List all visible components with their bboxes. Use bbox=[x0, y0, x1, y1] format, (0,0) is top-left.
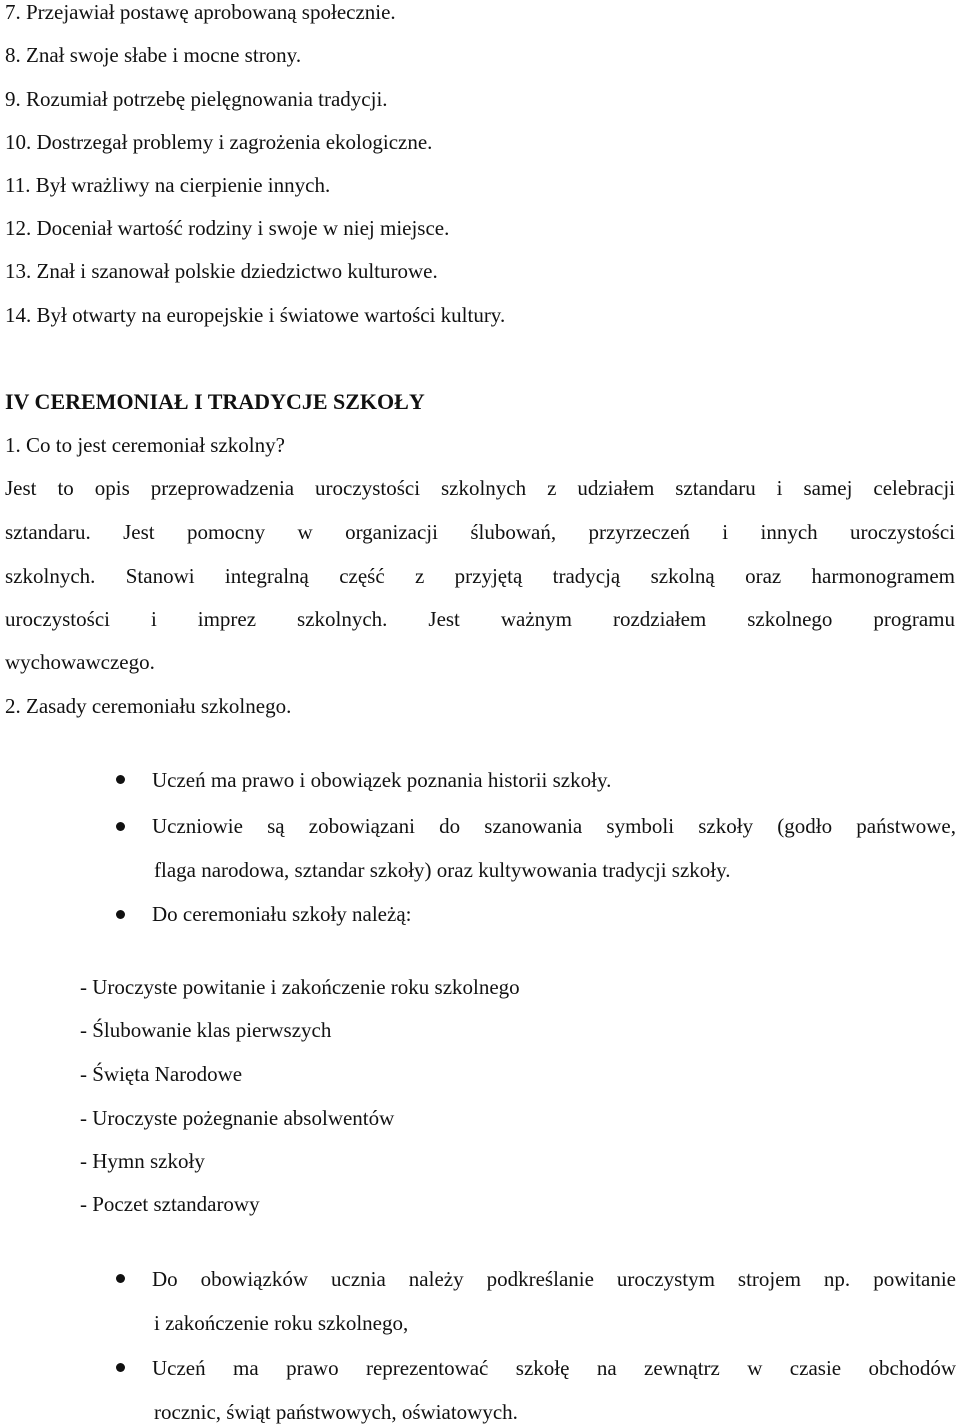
bullet-text-continuation: flaga narodowa, sztandar szkoły) oraz kultywowania tradycji szkoły. bbox=[154, 858, 731, 882]
bullet-text: Uczniowie są zobowiązani do szanowania symboli szkoły (godło państwowe, bbox=[152, 814, 956, 838]
ceremony-item: - Poczet sztandarowy bbox=[80, 1192, 260, 1216]
bullet-text-continuation: i zakończenie roku szkolnego, bbox=[154, 1311, 409, 1335]
bullet-icon bbox=[116, 1363, 125, 1372]
bullet-text: Uczeń ma prawo reprezentować szkołę na zewnątrz w czasie obchodów bbox=[152, 1356, 956, 1380]
bullet-text: Do ceremoniału szkoły należą: bbox=[152, 902, 412, 926]
bullet-text-continuation: rocznic, świąt państwowych, oświatowych. bbox=[154, 1400, 518, 1424]
list-item: 9. Rozumiał potrzebę pielęgnowania tradycji. bbox=[5, 87, 388, 111]
bullet-icon bbox=[116, 910, 125, 919]
paragraph-line: sztandaru. Jest pomocny w organizacji ślubowań, przyrzeczeń i innych uroczystości bbox=[5, 520, 955, 544]
list-item: 10. Dostrzegał problemy i zagrożenia ekologiczne. bbox=[5, 130, 433, 154]
ceremony-item: - Uroczyste powitanie i zakończenie roku szkolnego bbox=[80, 975, 520, 999]
section-heading: IV CEREMONIAŁ I TRADYCJE SZKOŁY bbox=[5, 389, 425, 414]
subsection-question: 1. Co to jest ceremoniał szkolny? bbox=[5, 433, 285, 457]
ceremony-item: - Ślubowanie klas pierwszych bbox=[80, 1018, 332, 1042]
bullet-icon bbox=[116, 1274, 125, 1283]
list-item: 8. Znał swoje słabe i mocne strony. bbox=[5, 43, 302, 67]
paragraph-line: wychowawczego. bbox=[5, 650, 155, 674]
list-item: 11. Był wrażliwy na cierpienie innych. bbox=[5, 173, 331, 197]
subsection-question: 2. Zasady ceremoniału szkolnego. bbox=[5, 694, 292, 718]
paragraph-line: uroczystości i imprez szkolnych. Jest ważnym rozdziałem szkolnego programu bbox=[5, 607, 955, 631]
list-item: 14. Był otwarty na europejskie i światowe wartości kultury. bbox=[5, 303, 506, 327]
ceremony-item: - Święta Narodowe bbox=[80, 1062, 243, 1086]
paragraph-line: szkolnych. Stanowi integralną część z przyjętą tradycją szkolną oraz harmonogramem bbox=[5, 564, 955, 588]
list-item: 12. Doceniał wartość rodziny i swoje w niej miejsce. bbox=[5, 216, 450, 240]
list-item: 7. Przejawiał postawę aprobowaną społecznie. bbox=[5, 0, 396, 24]
ceremony-item: - Hymn szkoły bbox=[80, 1149, 205, 1173]
bullet-text: Uczeń ma prawo i obowiązek poznania historii szkoły. bbox=[152, 768, 612, 792]
bullet-text: Do obowiązków ucznia należy podkreślanie uroczystym strojem np. powitanie bbox=[152, 1267, 956, 1291]
paragraph-line: Jest to opis przeprowadzenia uroczystości szkolnych z udziałem sztandaru i samej celebracji bbox=[5, 476, 955, 500]
bullet-icon bbox=[116, 775, 125, 784]
bullet-icon bbox=[116, 822, 125, 831]
ceremony-item: - Uroczyste pożegnanie absolwentów bbox=[80, 1106, 395, 1130]
list-item: 13. Znał i szanował polskie dziedzictwo kulturowe. bbox=[5, 259, 438, 283]
